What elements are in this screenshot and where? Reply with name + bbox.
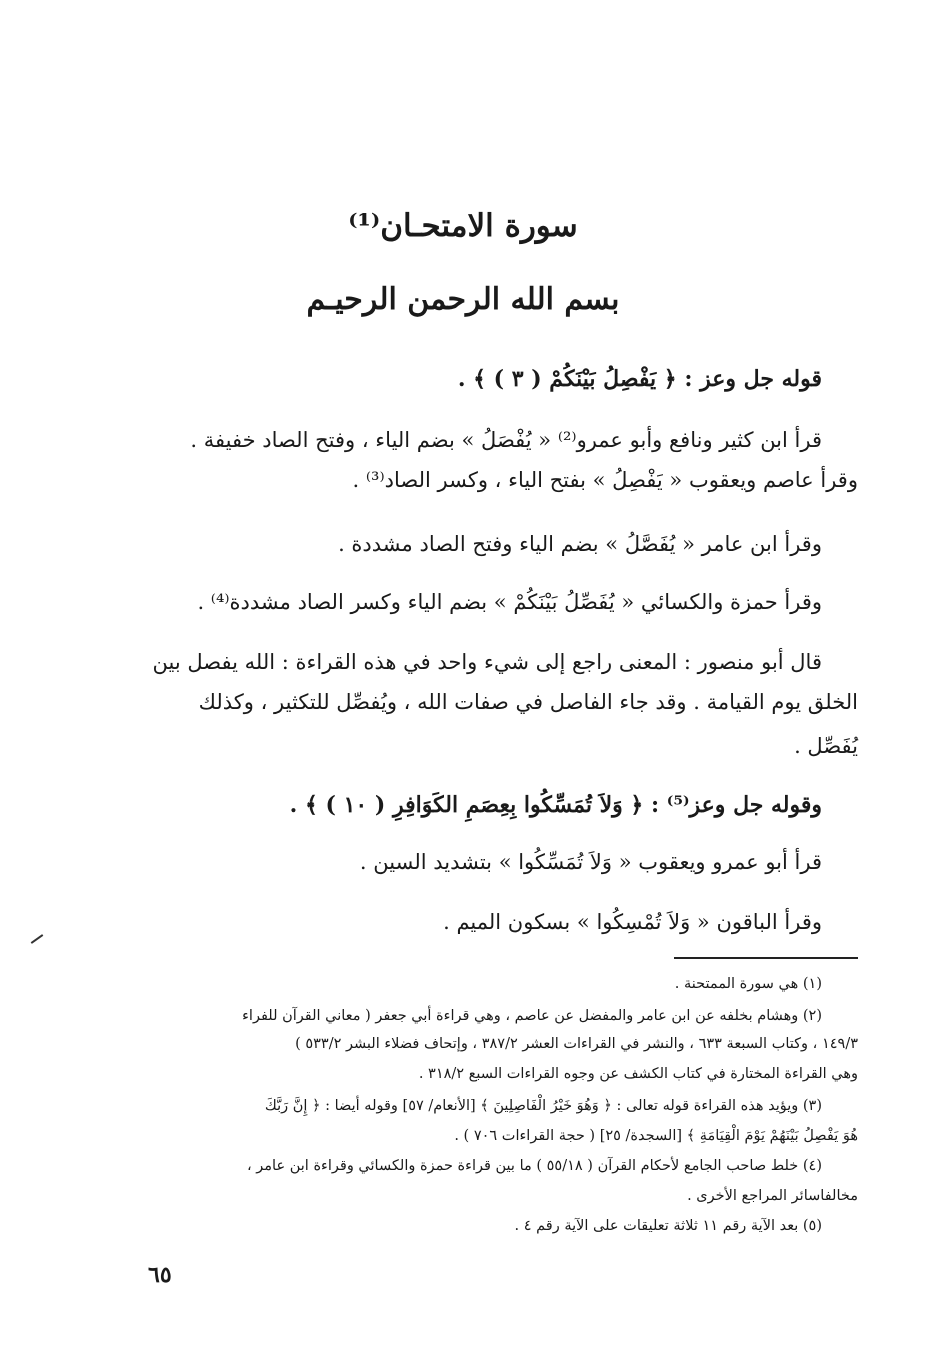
footnote-line: (٤) خلط صاحب الجامع لأحكام القرآن ( ٥٥/١٨ ) ما بين قراءة حمزة والكسائي وقراءة ابن عامر ، — [247, 1158, 822, 1174]
body-line: وقرأ عاصم ويعقوب « يَفْصِلُ » بفتح الياء ، وكسر الصاد⁽³⁾ . — [352, 468, 858, 492]
verse-heading-3: قوله جل وعز : ﴿ يَفْصِلُ بَيْنَكُمْ ( ٣ ) ﴾ . — [457, 366, 822, 392]
body-line: وقرأ حمزة والكسائي « يُفَصِّلُ بَيْنَكُمْ » بضم الياء وكسر الصاد مشددة⁽⁴⁾ . — [197, 590, 822, 614]
body-line: الخلق يوم القيامة . وقد جاء الفاصل في صفات الله ، ويُفصِّل للتكثير ، وكذلك — [198, 690, 858, 714]
footnote-divider — [674, 957, 858, 959]
body-line: قرأ أبو عمرو ويعقوب « وَلاَ تُمَسِّكُوا » بتشديد السين . — [359, 850, 822, 874]
page-number: ٦٥ — [148, 1262, 172, 1288]
body-line: وقرأ ابن عامر « يُفَصَّلُ » بضم الياء وفتح الصاد مشددة . — [338, 532, 822, 556]
footnote-line: وهي القراءة المختارة في كتاب الكشف عن وجوه القراءات السبع ٣١٨/٢ . — [418, 1066, 858, 1082]
footnote-line: ١٤٩/٣ ، وكتاب السبعة ٦٣٣ ، والنشر في القراءات العشر ٣٨٧/٢ ، وإتحاف فضلاء البشر ٥٣٣/٢ ) — [295, 1036, 858, 1052]
scan-pen-mark — [31, 934, 44, 944]
footnote-line: (٥) بعد الآية رقم ١١ ثلاثة تعليقات على الآية رقم ٤ . — [514, 1218, 822, 1234]
verse-heading-10: وقوله جل وعز⁽⁵⁾ : ﴿ وَلاَ تُمَسِّكُوا بِعِصَمِ الكَوَافِرِ ( ١٠ ) ﴾ . — [289, 792, 822, 818]
footnote-line: (١) هي سورة الممتحنة . — [674, 976, 822, 992]
basmala-heading: بسم الله الرحمن الرحيـم — [306, 282, 620, 317]
footnote-line: هُوَ يَفْصِلُ بَيْنَهُمْ يَوْمَ الْقِيَامَةِ ﴾ [السجدة/ ٢٥] ( حجة القراءات ٧٠٦ ) . — [454, 1128, 858, 1144]
footnote-line: (٣) ويؤيد هذه القراءة قوله تعالى : ﴿ وَهُوَ خَيْرُ الْفَاصِلِينَ ﴾ [الأنعام/ ٥٧] وقوله أيضا : ﴿ إِنَّ رَبَّكَ — [264, 1098, 822, 1114]
surah-title: سورة الامتحـان⁽¹⁾ — [348, 208, 578, 244]
body-line: قرأ ابن كثير ونافع وأبو عمرو⁽²⁾ « يُفْصَلُ » بضم الياء ، وفتح الصاد خفيفة . — [190, 428, 822, 452]
footnote-line: مخالفاسائر المراجع الأخرى . — [687, 1188, 858, 1204]
body-line: وقرأ الباقون « وَلاَ تُمْسِكُوا » بسكون الميم . — [443, 910, 822, 934]
footnote-line: (٢) وهشام بخلفه عن ابن عامر والمفضل عن عاصم ، وهي قراءة أبي جعفر ( معاني القرآن للفراء — [242, 1008, 822, 1024]
body-line: يُفَصِّل . — [794, 734, 858, 758]
body-line: قال أبو منصور : المعنى راجع إلى شيء واحد في هذه القراءة : الله يفصل بين — [152, 650, 822, 674]
